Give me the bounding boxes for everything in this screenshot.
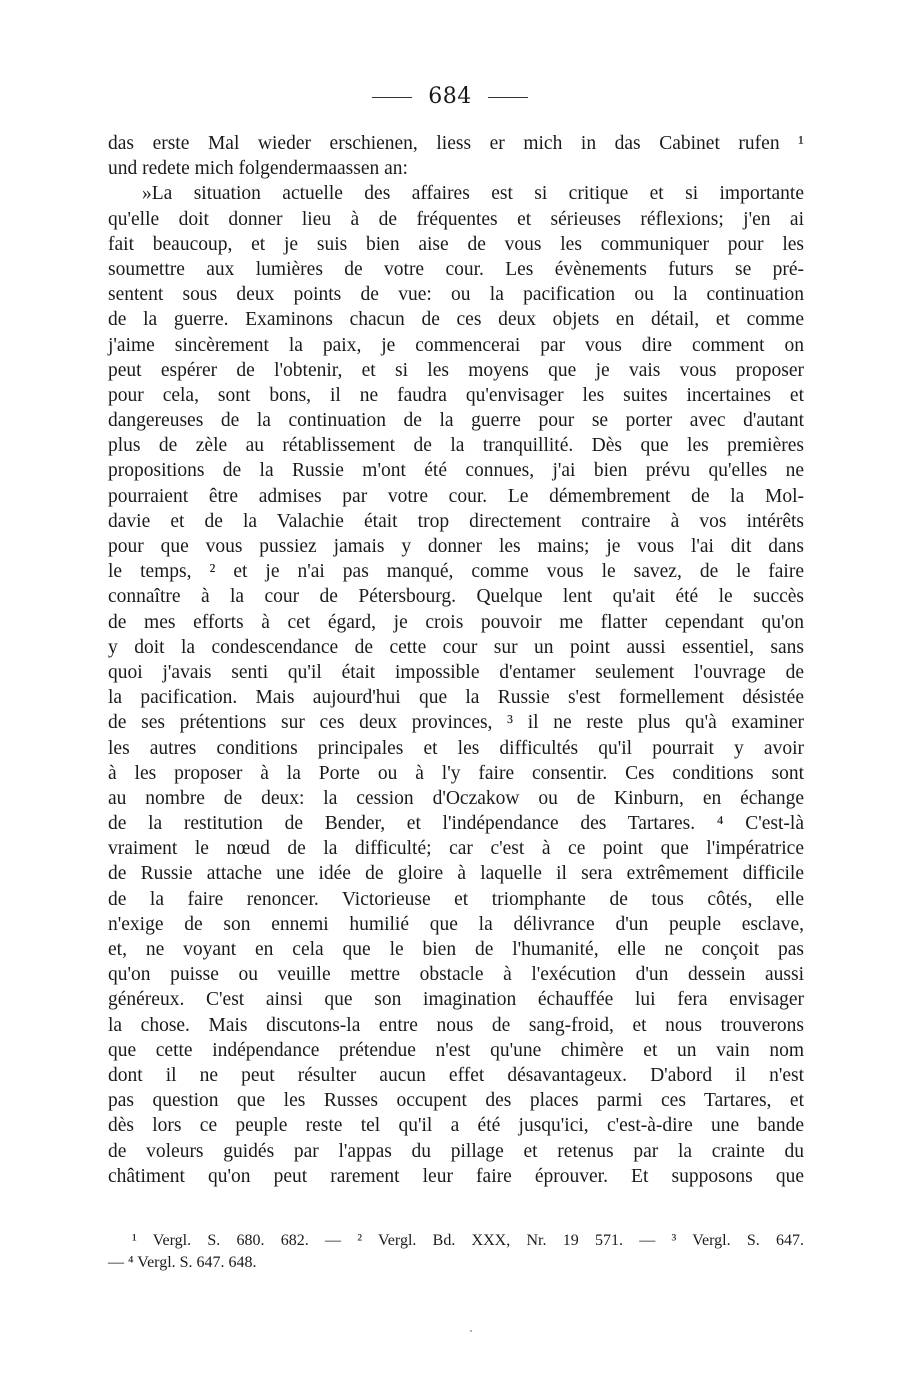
text-line: la pacification. Mais aujourd'hui que la Russie s'est formellement désistée — [108, 687, 804, 709]
text-line: plus de zèle au rétablissement de la tranquillité. Dès que les premières — [108, 435, 804, 457]
text-line: qu'elle doit donner lieu à de fréquentes et sérieuses réflexions; j'en ai — [108, 208, 804, 230]
page-number: 684 — [428, 84, 472, 109]
footnotes — [108, 1230, 804, 1274]
text-line: und redete mich folgendermaassen an: — [108, 158, 408, 180]
text-line: dont il ne peut résulter aucun effet désavantageux. D'abord il n'est — [108, 1064, 804, 1086]
text-line: soumettre aux lumières de votre cour. Les évènements futurs se pré- — [108, 258, 804, 280]
text-line: qu'on puisse ou veuille mettre obstacle à l'exécution d'un dessein aussi — [108, 964, 804, 986]
text-line: de Russie attache une idée de gloire à laquelle il sera extrêmement difficile — [108, 863, 804, 885]
text-line: de la faire renoncer. Victorieuse et triomphante de tous côtés, elle — [108, 888, 804, 910]
text-line: das erste Mal wieder erschienen, liess er mich in das Cabinet rufen ¹ — [108, 133, 804, 154]
text-line: pas question que les Russes occupent des places parmi ces Tartares, et — [108, 1090, 804, 1112]
text-line: généreux. C'est ainsi que son imagination échauffée lui fera envisager — [108, 989, 804, 1011]
text-line: j'aime sincèrement la paix, je commencerai par vous dire comment on — [108, 334, 804, 356]
text-line: pourraient être admises par votre cour. Le démembrement de la Mol- — [108, 485, 804, 507]
text-line: »La situation actuelle des affaires est si critique et si importante — [142, 183, 804, 205]
page-header — [0, 84, 900, 110]
text-line: les autres conditions principales et les difficultés qu'il pourrait y avoir — [108, 737, 804, 759]
page-speck — [470, 1330, 472, 1332]
text-line: sentent sous deux points de vue: ou la pacification ou la continuation — [108, 284, 804, 306]
text-line: dangereuses de la continuation de la guerre pour se porter avec d'autant — [108, 410, 804, 432]
header-dash-left — [372, 97, 412, 98]
text-line: dès lors ce peuple reste tel qu'il a été jusqu'ici, c'est-à-dire une bande — [108, 1115, 804, 1137]
text-line: de la guerre. Examinons chacun de ces deux objets en détail, et comme — [108, 309, 804, 331]
body-text — [108, 131, 804, 1189]
header-dash-right — [488, 97, 528, 98]
text-line: à les proposer à la Porte ou à l'y faire consentir. Ces conditions sont — [108, 762, 804, 784]
text-line: de ses prétentions sur ces deux provinces, ³ il ne reste plus qu'à examiner — [108, 712, 804, 734]
text-line: châtiment qu'on peut rarement leur faire éprouver. Et supposons que — [108, 1165, 804, 1187]
footnote-line: ¹ Vergl. S. 680. 682. — ² Vergl. Bd. XXX, Nr. 19 571. — ³ Vergl. S. 647. — [132, 1232, 804, 1249]
text-line: y doit la condescendance de cette cour sur un point aussi essentiel, sans — [108, 636, 804, 658]
text-line: pour que vous pussiez jamais y donner les mains; je vous l'ai dit dans — [108, 536, 804, 557]
text-line: n'exige de son ennemi humilié que la délivrance d'un peuple esclave, — [108, 913, 804, 935]
text-line: au nombre de deux: la cession d'Oczakow ou de Kinburn, en échange — [108, 787, 804, 809]
text-line: et, ne voyant en cela que le bien de l'humanité, elle ne conçoit pas — [108, 939, 804, 960]
text-line: quoi j'avais senti qu'il était impossible d'entamer seulement l'ouvrage de — [108, 661, 804, 683]
text-line: de la restitution de Bender, et l'indépendance des Tartares. ⁴ C'est-là — [108, 813, 804, 835]
text-line: fait beaucoup, et je suis bien aise de vous les communiquer pour les — [108, 233, 804, 255]
text-line: propositions de la Russie m'ont été connues, j'ai bien prévu qu'elles ne — [108, 460, 804, 482]
text-line: vraiment le nœud de la difficulté; car c'est à ce point que l'impératrice — [108, 838, 804, 860]
text-line: le temps, ² et je n'ai pas manqué, comme vous le savez, de le faire — [108, 561, 804, 583]
text-line: que cette indépendance prétendue n'est qu'une chimère et un vain nom — [108, 1039, 804, 1061]
text-line: de mes efforts à cet égard, je crois pouvoir me flatter cependant qu'on — [108, 611, 804, 633]
text-line: davie et de la Valachie était trop directement contraire à vos intérêts — [108, 510, 804, 532]
text-line: peut espérer de l'obtenir, et si les moyens que je vais vous proposer — [108, 359, 804, 381]
footnote-line: — ⁴ Vergl. S. 647. 648. — [108, 1254, 257, 1271]
text-line: de voleurs guidés par l'appas du pillage et retenus par la crainte du — [108, 1140, 804, 1162]
text-line: connaître à la cour de Pétersbourg. Quelque lent qu'ait été le succès — [108, 586, 804, 608]
text-line: la chose. Mais discutons-la entre nous de sang-froid, et nous trouverons — [108, 1014, 804, 1036]
text-line: pour cela, sont bons, il ne faudra qu'envisager les suites incertaines et — [108, 384, 804, 406]
